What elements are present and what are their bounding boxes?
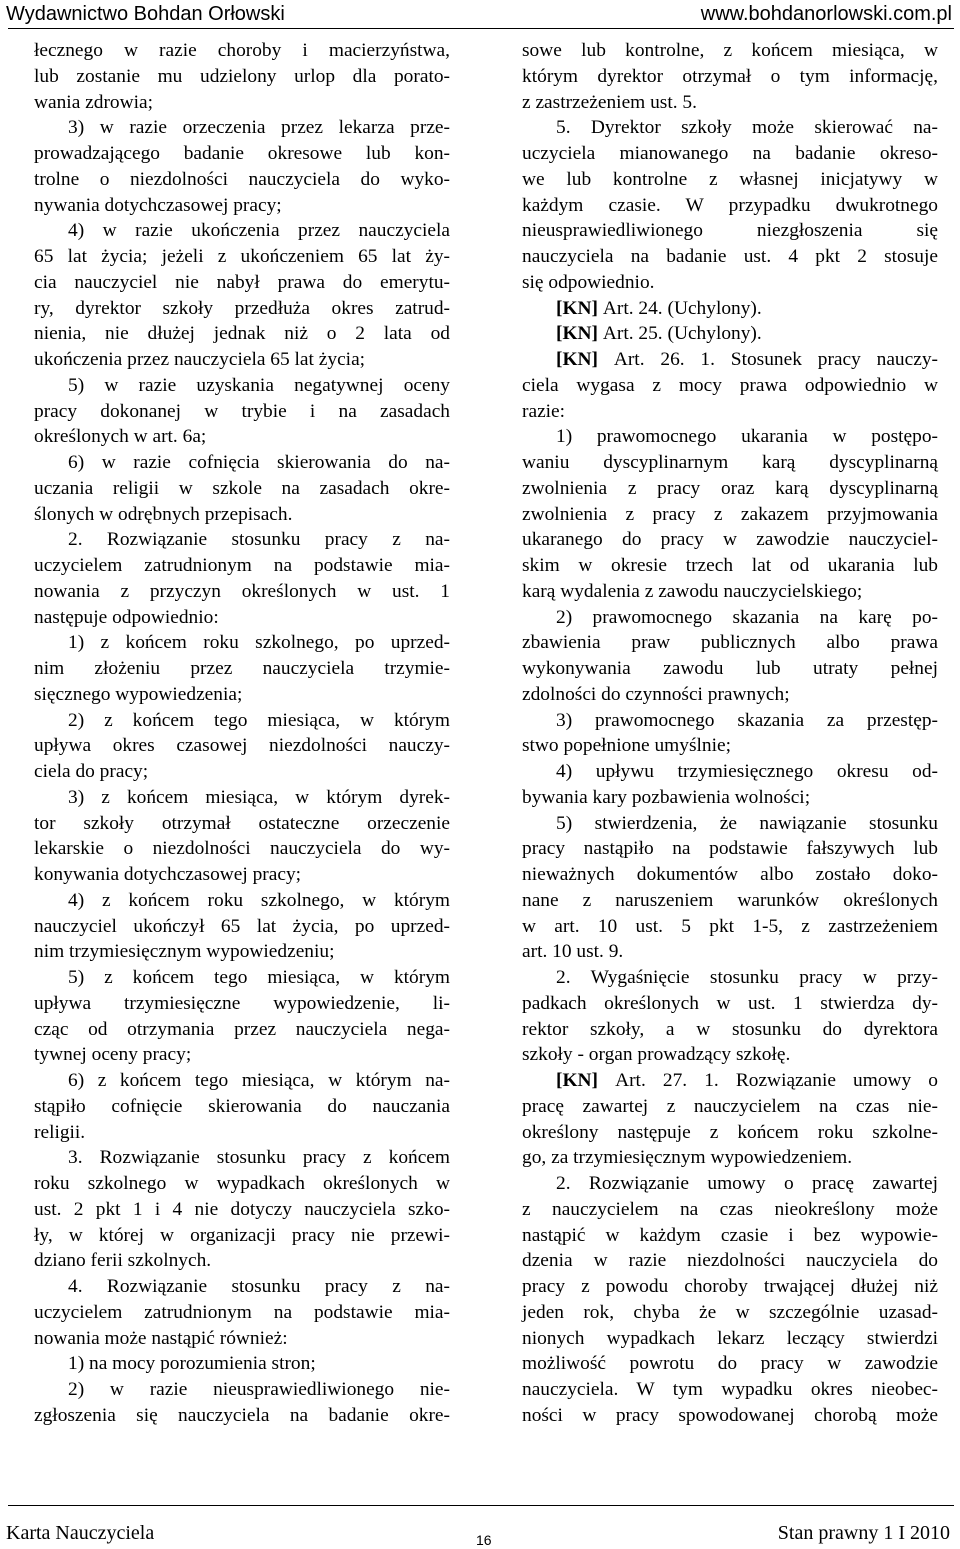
kn-marker: [KN]	[556, 323, 603, 345]
text-line: konywania dotychczasowej pracy;	[34, 864, 302, 885]
text-line	[522, 347, 938, 373]
text-line: ust. 2 pkt 1 i 4 nie dotyczy nauczyciela szko-	[34, 1198, 450, 1220]
text-line: nieważnych dokumentów albo zostało doko-	[522, 864, 938, 885]
left-text-column	[34, 38, 450, 1429]
text-line: się odpowiednio.	[522, 271, 655, 293]
text-line: 5) z końcem tego miesiąca, w którym	[68, 967, 450, 988]
text-line: 2. Rozwiązanie stosunku pracy z na-	[68, 529, 450, 551]
text-line: roku szkolnego w wypadkach określonych w	[34, 1173, 450, 1194]
footer-status: Stan prawny 1 I 2010	[777, 1522, 950, 1544]
text-line-content: Art. 24. (Uchylony).	[602, 297, 762, 319]
text-line: pracy nastąpiło na podstawie fałszywych lub	[522, 838, 938, 860]
text-line: 6) z końcem tego miesiąca, w którym na-	[68, 1070, 450, 1091]
text-line: 2) z końcem tego miesiąca, w którym	[68, 709, 450, 731]
text-line: nieusprawiedliwionego niezgłoszenia się	[522, 220, 938, 242]
text-line: ry, dyrektor szkoły przedłuża okres zatrud-	[34, 297, 450, 319]
text-line: padkach określonych w ust. 1 stwierdza dy-	[522, 992, 938, 1014]
text-line: szkoły - organ prowadzący szkołę.	[522, 1044, 791, 1066]
text-line: upływa okres czasowej niezdolności nauczy-	[34, 735, 450, 757]
text-line: 1) na mocy porozumienia stron;	[68, 1353, 316, 1375]
text-line: dziano ferii szkolnych.	[34, 1250, 212, 1272]
text-line: określony następuje z końcem roku szkolne-	[522, 1121, 938, 1143]
text-line: nowania z przyczyn określonych w ust. 1	[34, 580, 450, 602]
text-line: razie:	[522, 400, 566, 422]
text-line: 2) prawomocnego skazania na karę po-	[556, 606, 938, 628]
text-line: stwo popełnione umyślnie;	[522, 735, 731, 757]
text-line: skim w okresie trzech lat od ukarania lub	[522, 555, 938, 576]
text-line: ły, w której w organizacji pracy nie przewi-	[34, 1224, 450, 1246]
text-line-content: Art. 27. 1. Rozwiązanie umowy o	[615, 1070, 938, 1091]
text-line: następuje odpowiednio:	[34, 606, 219, 628]
page-header	[0, 0, 960, 29]
publisher-website: www.bohdanorlowski.com.pl	[700, 3, 952, 25]
text-line: 1) prawomocnego ukarania w postępo-	[556, 426, 938, 448]
text-line: nane z naruszeniem warunków określonych	[522, 889, 938, 911]
text-line: 4. Rozwiązanie stosunku pracy z na-	[68, 1276, 450, 1297]
text-line: zwolnienia z pracy oraz karą dyscyplinarną	[522, 477, 938, 499]
text-line: lekarskie o niezdolności nauczyciela do wy-	[34, 838, 450, 860]
text-line: uczycielem zatrudnionym na podstawie mia-	[34, 1301, 450, 1323]
page-number: 16	[476, 1532, 492, 1548]
text-line: 1) z końcem roku szkolnego, po uprzed-	[68, 632, 450, 654]
header-rule	[8, 28, 954, 29]
text-line: z zastrzeżeniem ust. 5.	[522, 91, 697, 113]
text-line: 3) z końcem miesiąca, w którym dyrek-	[68, 786, 450, 808]
text-line: prowadzającego badanie okresowe lub kon-	[34, 143, 450, 164]
kn-marker: [KN]	[556, 297, 603, 319]
text-line: 4) upływu trzymiesięcznego okresu od-	[556, 761, 938, 782]
text-line: rektor szkoły, a w stosunku do dyrektora	[522, 1018, 938, 1040]
kn-marker: [KN]	[556, 1070, 616, 1091]
kn-marker: [KN]	[556, 349, 614, 370]
text-line: w art. 10 ust. 5 pkt 1-5, z zastrzeżeniem	[522, 915, 938, 937]
publisher-name: Wydawnictwo Bohdan Orłowski	[6, 3, 285, 25]
text-line: 3. Rozwiązanie stosunku pracy z końcem	[68, 1147, 450, 1169]
text-line: bywania kary pozbawienia wolności;	[522, 786, 811, 808]
text-line: pracy z powodu choroby trwającej dłużej niż	[522, 1276, 938, 1297]
text-line: we lub kontrolne z własnej inicjatywy w	[522, 168, 938, 190]
text-line: 65 lat życia; jeżeli z ukończeniem 65 lat ży-	[34, 246, 450, 267]
text-line: cia nauczyciel nie nabył prawa do emerytu-	[34, 271, 450, 293]
text-line: karą wydalenia z zawodu nauczycielskiego;	[522, 580, 863, 602]
text-line: stąpiło cofnięcie skierowania do nauczania	[34, 1095, 450, 1117]
text-line: ukończenia przez nauczyciela 65 lat życia;	[34, 349, 366, 370]
text-line: jeden rok, chyba że w szczególnie uzasad-	[522, 1301, 938, 1323]
text-line: 6) w razie cofnięcia skierowania do na-	[68, 452, 450, 473]
text-line: wykonywania zawodu lub utraty pełnej	[522, 658, 938, 679]
text-line: 2) w razie nieusprawiedliwionego nie-	[68, 1379, 450, 1400]
text-line: nowania może nastąpić również:	[34, 1327, 288, 1349]
text-line: cząc od otrzymania przez nauczyciela nega-	[34, 1018, 450, 1040]
text-line: zgłoszenia się nauczyciela na badanie okre-	[34, 1404, 450, 1426]
text-line: tor szkoły otrzymał ostateczne orzeczenie	[34, 812, 450, 834]
text-line: 2. Wygaśnięcie stosunku pracy w przy-	[556, 967, 938, 988]
text-line: 5. Dyrektor szkoły może skierować na-	[556, 117, 938, 139]
text-line: nim trzymiesięcznym wypowiedzeniu;	[34, 941, 335, 963]
text-line	[522, 296, 938, 322]
text-line: łecznego w razie choroby i macierzyństwa,	[34, 40, 450, 61]
text-line: nionych wypadkach lekarz leczący stwierdzi	[522, 1327, 938, 1349]
text-line: 3) w razie orzeczenia przez lekarza prze-	[68, 117, 450, 139]
text-line: 4) w razie ukończenia przez nauczyciela	[68, 220, 450, 242]
text-line: pracę zawartej z nauczycielem na czas nie-	[522, 1095, 938, 1117]
text-line: nauczyciel ukończył 65 lat życia, po uprzed-	[34, 915, 450, 937]
text-line	[522, 321, 938, 347]
text-line: określonych w art. 6a;	[34, 426, 207, 448]
text-line: ukaranego do pracy w zawodzie nauczyciel-	[522, 529, 938, 551]
text-line: możliwość powrotu do pracy w zawodzie	[522, 1353, 938, 1375]
page-footer	[0, 1505, 960, 1549]
text-line: go, za trzymiesięcznym wypowiedzeniem.	[522, 1147, 853, 1169]
text-line: 3) prawomocnego skazania za przestęp-	[556, 709, 938, 731]
text-line: z nauczycielem na czas nieokreślony może	[522, 1198, 938, 1220]
text-line: 5) w razie uzyskania negatywnej oceny	[68, 374, 450, 396]
text-line: trolne o niezdolności nauczyciela do wyko-	[34, 168, 450, 190]
text-line	[522, 1068, 938, 1094]
text-line: lub zostanie mu udzielony urlop dla porato-	[34, 65, 450, 87]
text-line: nauczyciela. W tym wypadku okres nieobec-	[522, 1379, 938, 1400]
right-text-column	[522, 38, 938, 1429]
footer-rule	[8, 1505, 954, 1506]
text-line: art. 10 ust. 9.	[522, 941, 624, 963]
footer-title: Karta Nauczyciela	[6, 1522, 155, 1544]
text-line: religii.	[34, 1121, 86, 1143]
text-line: ciela do pracy;	[34, 761, 149, 782]
text-line: tywnej oceny pracy;	[34, 1044, 192, 1066]
text-line: wania zdrowia;	[34, 91, 153, 113]
text-line: nauczyciela na badanie ust. 4 pkt 2 stosuje	[522, 246, 938, 267]
text-line: ciela wygasa z mocy prawa odpowiednio w	[522, 374, 938, 396]
text-line: nywania dotychczasowej pracy;	[34, 194, 282, 216]
text-line: zdolności do czynności prawnych;	[522, 683, 790, 705]
text-line: uczycielem zatrudnionym na podstawie mia-	[34, 555, 450, 576]
text-line: zbawienia praw publicznych albo prawa	[522, 632, 938, 654]
text-line: 4) z końcem roku szkolnego, w którym	[68, 889, 450, 911]
text-line: nastąpić w każdym czasie i bez wypowie-	[522, 1224, 938, 1246]
text-line: ności w pracy spowodowanej chorobą może	[522, 1404, 938, 1426]
text-line: uczyciela mianowanego na badanie okreso-	[522, 143, 938, 164]
text-line-content: Art. 26. 1. Stosunek pracy nauczy-	[613, 349, 938, 370]
text-line: upływa trzymiesięczne wypowiedzenie, li-	[34, 992, 450, 1014]
text-line: którym dyrektor otrzymał o tym informację,	[522, 65, 938, 87]
text-line: sięcznego wypowiedzenia;	[34, 683, 243, 705]
text-line: 5) stwierdzenia, że nawiązanie stosunku	[556, 812, 938, 834]
text-line: uczania religii w szkole na zasadach okre-	[34, 477, 450, 499]
text-line: sowe lub kontrolne, z końcem miesiąca, w	[522, 40, 938, 61]
text-line: każdym czasie. W przypadku dwukrotnego	[522, 194, 938, 216]
text-line: waniu dyscyplinarnym karą dyscyplinarną	[522, 452, 938, 473]
text-line: zwolnienia z pracy z zakazem przyjmowania	[522, 503, 938, 525]
text-line-content: Art. 25. (Uchylony).	[602, 323, 762, 345]
text-line: ślonych w odrębnych przepisach.	[34, 503, 293, 525]
text-line: nienia, nie dłużej jednak niż o 2 lata od	[34, 323, 450, 345]
text-line: nim złożeniu przez nauczyciela trzymie-	[34, 658, 450, 679]
text-line: pracy dokonanej w trybie i na zasadach	[34, 400, 450, 422]
text-line: 2. Rozwiązanie umowy o pracę zawartej	[556, 1173, 938, 1194]
text-line: dzenia w razie niezdolności nauczyciela do	[522, 1250, 938, 1272]
